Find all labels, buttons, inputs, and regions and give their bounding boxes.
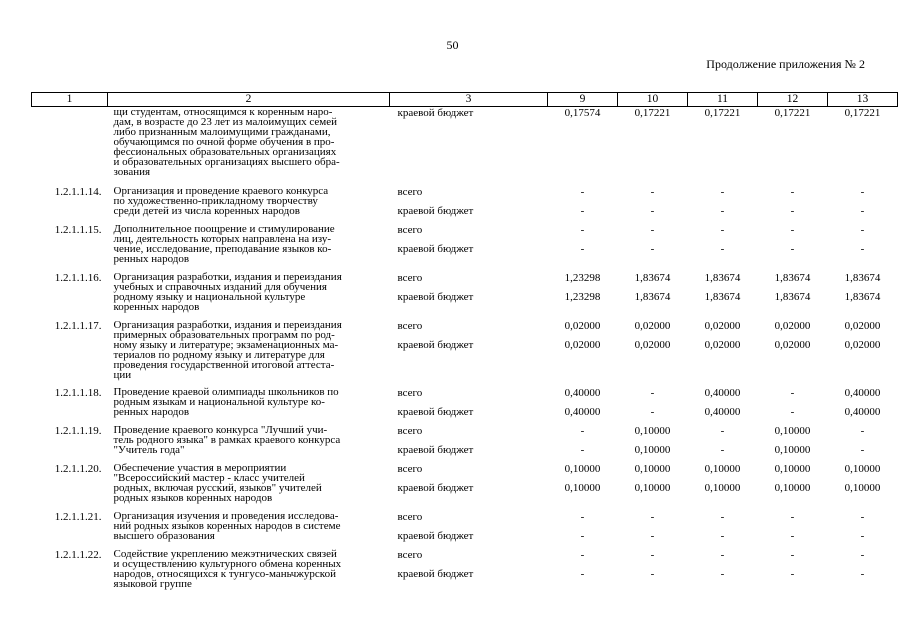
funding-source-label: краевой бюджет	[397, 529, 474, 542]
description-line: родных языков коренных народов	[113, 491, 273, 504]
year-value-cell	[688, 221, 758, 269]
funding-amount: 1,83674	[634, 271, 671, 284]
item-description	[108, 384, 390, 422]
funding-amount: -	[790, 204, 795, 217]
funding-amount: -	[860, 204, 865, 217]
description-line: родных, включая русский, языков" учителей	[113, 481, 322, 494]
description-line: по художественно-прикладному творчеству	[113, 194, 318, 207]
description-line: Организация и проведение краевого конкурса	[113, 184, 329, 197]
description-line: обучающимся по очной форме обучения в про-	[113, 136, 335, 148]
description-line: щи студентам, относящимся к коренным наро-	[113, 106, 333, 118]
funding-amount: -	[720, 510, 725, 523]
description-line: родным языкам и национальной культуре ко-	[113, 395, 325, 408]
description-line: Проведение краевой олимпиады школьников по	[113, 385, 339, 398]
year-value-cell	[758, 384, 828, 422]
funding-source-label: всего	[397, 510, 423, 523]
column-header: 10	[618, 93, 688, 107]
funding-source-label: краевой бюджет	[397, 481, 474, 494]
column-header: 13	[828, 93, 898, 107]
funding-amount: 0,10000	[634, 424, 671, 437]
funding-amount: -	[650, 510, 655, 523]
year-value-cell	[828, 183, 898, 221]
funding-amount: 1,83674	[704, 271, 741, 284]
funding-amount: -	[720, 443, 725, 456]
description-line: фессиональных образовательных организациях	[113, 146, 337, 158]
year-value-cell	[618, 317, 688, 384]
year-value-cell	[548, 183, 618, 221]
funding-amount: -	[650, 529, 655, 542]
funding-source-label: краевой бюджет	[397, 405, 474, 418]
funding-amount: -	[580, 424, 585, 437]
column-header: 3	[390, 93, 548, 107]
description-line: ному языку и литературе; экзаменационных ма-	[113, 338, 339, 351]
table-row	[32, 183, 898, 221]
funding-amount: -	[580, 548, 585, 561]
funding-amount: -	[580, 242, 585, 255]
table-header-row	[32, 93, 898, 107]
column-header: 11	[688, 93, 758, 107]
funding-amount: 0,10000	[634, 462, 671, 475]
item-number: 1.2.1.1.16.	[54, 271, 102, 284]
funding-amount: -	[650, 204, 655, 217]
year-value-cell	[758, 269, 828, 317]
funding-amount: 1,83674	[704, 290, 741, 303]
description-line: среди детей из числа коренных народов	[113, 204, 300, 217]
funding-amount: 0,10000	[844, 462, 881, 475]
funding-amount: -	[860, 548, 865, 561]
funding-amount: 0,02000	[844, 319, 881, 332]
description-line: "Учитель года"	[113, 443, 185, 456]
funding-amount: -	[720, 204, 725, 217]
funding-amount: 1,83674	[774, 271, 811, 284]
description-line: проведения государственной итоговой аттеста-	[113, 358, 335, 371]
item-number: 1.2.1.1.14.	[54, 185, 102, 198]
funding-amount: 1,83674	[844, 271, 881, 284]
funding-amount: -	[790, 510, 795, 523]
year-value-cell	[758, 183, 828, 221]
year-value-cell	[548, 422, 618, 460]
item-description	[108, 183, 390, 221]
description-line: и осуществлению культурного обмена коренных	[113, 557, 342, 570]
funding-amount: -	[580, 204, 585, 217]
year-value-cell	[828, 546, 898, 590]
funding-amount: 0,40000	[564, 386, 601, 399]
year-value-cell	[828, 221, 898, 269]
year-value-cell	[688, 107, 758, 183]
funding-amount: -	[720, 548, 725, 561]
funding-source	[390, 183, 548, 221]
funding-amount: 0,17221	[774, 107, 811, 119]
year-value-cell	[828, 269, 898, 317]
funding-amount: -	[650, 405, 655, 418]
year-value-cell	[828, 422, 898, 460]
funding-amount: -	[580, 567, 585, 580]
description-line: коренных народов	[113, 300, 200, 313]
funding-source	[390, 221, 548, 269]
item-description	[108, 269, 390, 317]
year-value-cell	[758, 422, 828, 460]
funding-amount: 0,17221	[634, 107, 671, 119]
funding-amount: -	[650, 185, 655, 198]
table-row	[32, 546, 898, 590]
description-line: Обеспечение участия в мероприятии	[113, 461, 287, 474]
year-value-cell	[758, 546, 828, 590]
funding-source-label: краевой бюджет	[397, 204, 474, 217]
funding-amount: 0,10000	[774, 424, 811, 437]
funding-amount: 0,17574	[564, 107, 601, 119]
appendix-continuation-label: Продолжение приложения № 2	[706, 57, 865, 71]
column-header: 2	[108, 93, 390, 107]
item-number	[32, 107, 108, 183]
funding-amount: -	[860, 443, 865, 456]
year-value-cell	[548, 460, 618, 508]
funding-amount: 0,10000	[774, 481, 811, 494]
year-value-cell	[548, 269, 618, 317]
funding-source-label: всего	[397, 271, 423, 284]
funding-amount: -	[860, 567, 865, 580]
funding-source-label: краевой бюджет	[397, 242, 474, 255]
item-description	[108, 317, 390, 384]
funding-amount: -	[580, 443, 585, 456]
funding-amount: 0,10000	[634, 443, 671, 456]
funding-amount: 0,02000	[704, 319, 741, 332]
table-row	[32, 269, 898, 317]
funding-amount: -	[720, 529, 725, 542]
year-value-cell	[828, 107, 898, 183]
funding-amount: 0,10000	[634, 481, 671, 494]
funding-source	[390, 546, 548, 590]
funding-amount: -	[860, 223, 865, 236]
funding-amount: 0,40000	[704, 405, 741, 418]
description-line: лиц, деятельность которых направлена на изу-	[113, 232, 332, 245]
funding-source-label: всего	[397, 424, 423, 437]
funding-source-label: всего	[397, 319, 423, 332]
year-value-cell	[688, 317, 758, 384]
year-value-cell	[548, 508, 618, 546]
funding-source-label: всего	[397, 462, 423, 475]
funding-source-label: краевой бюджет	[397, 107, 474, 119]
funding-amount: -	[650, 567, 655, 580]
year-value-cell	[618, 384, 688, 422]
year-value-cell	[758, 107, 828, 183]
year-value-cell	[618, 422, 688, 460]
year-value-cell	[548, 384, 618, 422]
funding-amount: -	[720, 223, 725, 236]
funding-amount: 0,40000	[844, 386, 881, 399]
funding-amount: -	[650, 242, 655, 255]
funding-amount: 1,83674	[774, 290, 811, 303]
description-line: ний родных языков коренных народов в системе	[113, 519, 341, 532]
funding-amount: 0,10000	[564, 481, 601, 494]
year-value-cell	[548, 107, 618, 183]
funding-amount: -	[580, 223, 585, 236]
funding-source	[390, 269, 548, 317]
year-value-cell	[548, 221, 618, 269]
funding-source-label: всего	[397, 185, 423, 198]
description-line: дам, в возрасте до 23 лет из малоимущих семей	[113, 116, 337, 128]
year-value-cell	[618, 269, 688, 317]
year-value-cell	[688, 460, 758, 508]
year-value-cell	[828, 317, 898, 384]
item-number: 1.2.1.1.21.	[54, 510, 102, 523]
table-row	[32, 317, 898, 384]
year-value-cell	[618, 107, 688, 183]
funding-amount: -	[580, 510, 585, 523]
description-line: териалов по родному языку и литературе для	[113, 348, 325, 361]
funding-amount: -	[790, 185, 795, 198]
funding-amount: 0,02000	[704, 338, 741, 351]
year-value-cell	[548, 546, 618, 590]
funding-amount: 0,40000	[564, 405, 601, 418]
funding-amount: -	[860, 185, 865, 198]
funding-amount: 1,23298	[564, 290, 601, 303]
description-line: тель родного языка" в рамках краевого конкурса	[113, 433, 341, 446]
description-line: учебных и справочных изданий для обучения	[113, 280, 327, 293]
funding-amount: -	[580, 185, 585, 198]
column-header: 9	[548, 93, 618, 107]
funding-amount: -	[650, 386, 655, 399]
item-description	[108, 107, 390, 183]
funding-source	[390, 384, 548, 422]
description-line: Организация разработки, издания и переиздания	[113, 270, 342, 283]
funding-amount: 0,02000	[774, 319, 811, 332]
funding-amount: -	[790, 242, 795, 255]
funding-source-label: краевой бюджет	[397, 290, 474, 303]
year-value-cell	[758, 221, 828, 269]
table-row	[32, 508, 898, 546]
funding-amount: -	[860, 510, 865, 523]
item-number: 1.2.1.1.20.	[54, 462, 102, 475]
item-number: 1.2.1.1.17.	[54, 319, 102, 332]
year-value-cell	[618, 508, 688, 546]
funding-source	[390, 422, 548, 460]
year-value-cell	[758, 317, 828, 384]
year-value-cell	[548, 317, 618, 384]
year-value-cell	[688, 422, 758, 460]
description-line: примерных образовательных программ по род-	[113, 328, 335, 341]
funding-amount: -	[860, 529, 865, 542]
description-line: "Всероссийский мастер - класс учителей	[113, 471, 305, 484]
page-number: 50	[446, 38, 459, 52]
funding-amount: 0,17221	[844, 107, 881, 119]
year-value-cell	[828, 384, 898, 422]
year-value-cell	[688, 546, 758, 590]
funding-source	[390, 317, 548, 384]
description-line: Организация разработки, издания и переиздания	[113, 318, 342, 331]
funding-source-label: краевой бюджет	[397, 338, 474, 351]
funding-amount: -	[720, 185, 725, 198]
table-row	[32, 107, 898, 183]
year-value-cell	[688, 508, 758, 546]
description-line: зования	[113, 166, 151, 178]
funding-source-label: всего	[397, 386, 423, 399]
funding-amount: 0,10000	[704, 481, 741, 494]
item-description	[108, 221, 390, 269]
funding-amount: 0,02000	[634, 338, 671, 351]
funding-source-label: всего	[397, 223, 423, 236]
funding-amount: 0,17221	[704, 107, 741, 119]
year-value-cell	[758, 460, 828, 508]
description-line: и образовательных организациях высшего обра-	[113, 156, 340, 168]
funding-amount: 0,02000	[634, 319, 671, 332]
year-value-cell	[688, 269, 758, 317]
funding-amount: 0,10000	[774, 462, 811, 475]
description-line: языковой группе	[113, 577, 192, 590]
item-description	[108, 460, 390, 508]
funding-amount: 0,02000	[564, 338, 601, 351]
description-line: чение, исследование, преподавание языков ко-	[113, 242, 332, 255]
funding-amount: -	[790, 567, 795, 580]
budget-table	[31, 92, 898, 590]
funding-amount: 0,02000	[774, 338, 811, 351]
year-value-cell	[828, 460, 898, 508]
funding-source	[390, 107, 548, 183]
funding-amount: 1,83674	[844, 290, 881, 303]
item-description	[108, 422, 390, 460]
description-line: народов, относящихся к тунгусо-маньчжурской	[113, 567, 336, 580]
funding-amount: 0,10000	[844, 481, 881, 494]
year-value-cell	[618, 183, 688, 221]
funding-amount: -	[790, 223, 795, 236]
funding-amount: 1,23298	[564, 271, 601, 284]
funding-amount: 0,10000	[774, 443, 811, 456]
funding-amount: 1,83674	[634, 290, 671, 303]
funding-amount: -	[720, 567, 725, 580]
year-value-cell	[688, 183, 758, 221]
funding-source-label: краевой бюджет	[397, 443, 474, 456]
table-row	[32, 384, 898, 422]
funding-amount: 0,40000	[844, 405, 881, 418]
item-number: 1.2.1.1.15.	[54, 223, 102, 236]
item-description	[108, 508, 390, 546]
funding-amount: -	[790, 405, 795, 418]
year-value-cell	[758, 508, 828, 546]
funding-amount: -	[650, 223, 655, 236]
funding-source-label: краевой бюджет	[397, 567, 474, 580]
funding-amount: -	[860, 424, 865, 437]
funding-amount: 0,02000	[564, 319, 601, 332]
funding-source	[390, 460, 548, 508]
item-description	[108, 546, 390, 590]
item-number: 1.2.1.1.18.	[54, 386, 102, 399]
funding-amount: -	[650, 548, 655, 561]
table-row	[32, 460, 898, 508]
year-value-cell	[618, 460, 688, 508]
description-line: Содействие укреплению межэтнических связей	[113, 547, 337, 560]
funding-source-label: всего	[397, 548, 423, 561]
table-body	[32, 107, 898, 590]
table-row	[32, 422, 898, 460]
description-line: Дополнительное поощрение и стимулирование	[113, 222, 335, 235]
funding-amount: -	[720, 424, 725, 437]
year-value-cell	[618, 221, 688, 269]
description-line: ренных народов	[113, 252, 190, 265]
funding-amount: -	[790, 529, 795, 542]
description-line: либо признанным малоимущими гражданами,	[113, 126, 331, 138]
funding-amount: 0,02000	[844, 338, 881, 351]
funding-amount: 0,40000	[704, 386, 741, 399]
funding-amount: -	[860, 242, 865, 255]
table-row	[32, 221, 898, 269]
item-number: 1.2.1.1.19.	[54, 424, 102, 437]
description-line: Организация изучения и проведения исследова-	[113, 509, 339, 522]
funding-amount: 0,10000	[704, 462, 741, 475]
year-value-cell	[618, 546, 688, 590]
description-line: ции	[113, 368, 132, 381]
funding-amount: -	[790, 548, 795, 561]
item-number: 1.2.1.1.22.	[54, 548, 102, 561]
funding-amount: -	[580, 529, 585, 542]
funding-amount: -	[720, 242, 725, 255]
funding-amount: 0,10000	[564, 462, 601, 475]
description-line: Проведение краевого конкурса "Лучший учи-	[113, 423, 328, 436]
column-header: 12	[758, 93, 828, 107]
column-header: 1	[32, 93, 108, 107]
description-line: ренных народов	[113, 405, 190, 418]
description-line: родному языку и национальной культуре	[113, 290, 306, 303]
funding-amount: -	[790, 386, 795, 399]
funding-source	[390, 508, 548, 546]
year-value-cell	[828, 508, 898, 546]
description-line: высшего образования	[113, 529, 215, 542]
year-value-cell	[688, 384, 758, 422]
